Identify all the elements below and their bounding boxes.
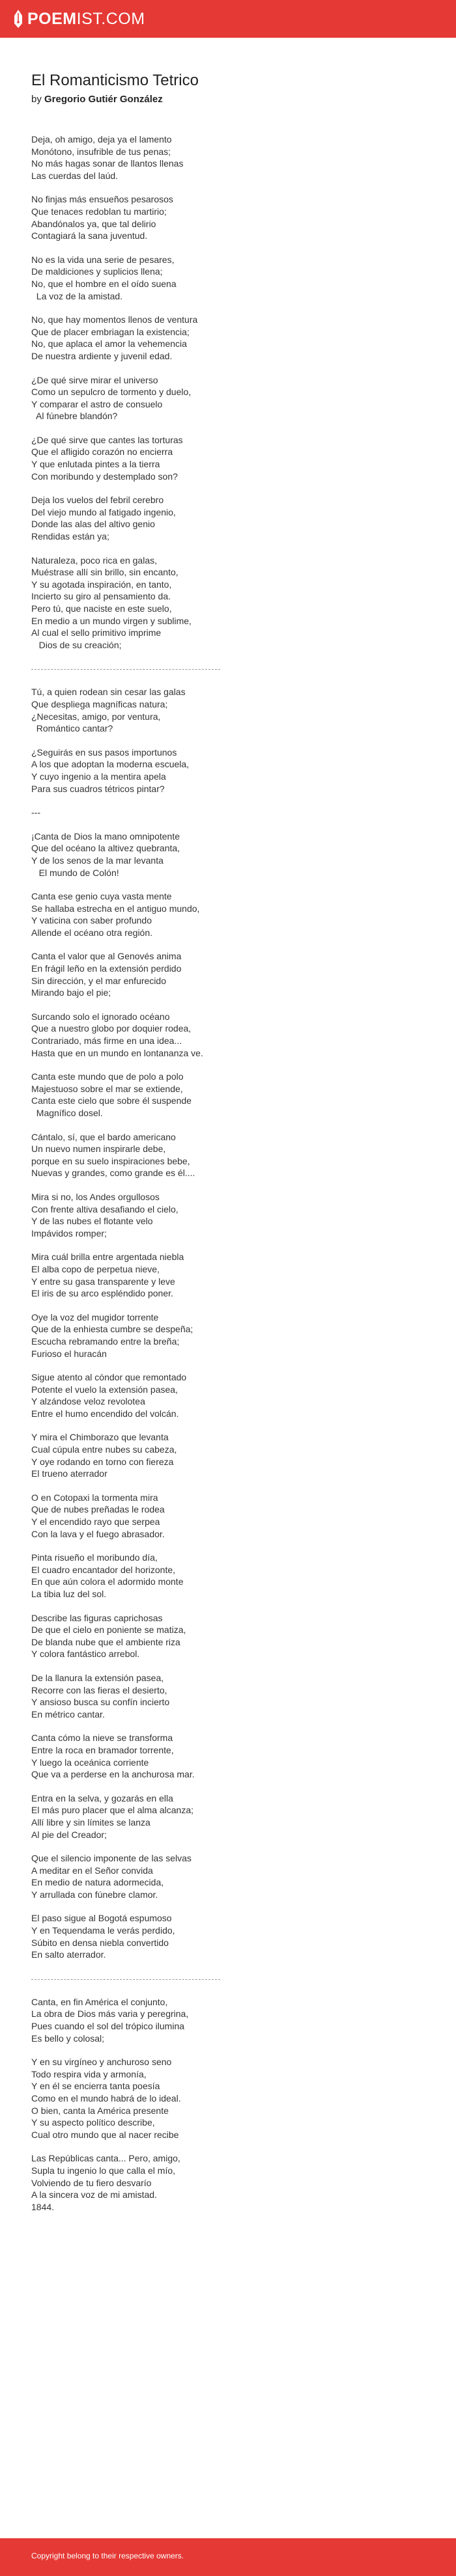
poem-line: Y su aspecto político describe, <box>31 2117 155 2128</box>
poem-line: Que va a perderse en la anchurosa mar. <box>31 1769 195 1780</box>
poem-line: En medio de natura adormecida, <box>31 1877 164 1888</box>
poem-line: Incierto su giro al pensamiento da. <box>31 591 171 602</box>
stanza <box>31 1912 422 1960</box>
poem-line: De nuestra ardiente y juvenil edad. <box>31 350 173 361</box>
poem-line: Nuevas y grandes, como grande es él.... <box>31 1168 195 1179</box>
stanza <box>31 950 422 998</box>
stanza <box>31 254 422 302</box>
poem-line: Mira si no, los Andes orgullosos <box>31 1191 160 1202</box>
poem-line: El más puro placer que el alma alcanza; <box>31 1805 194 1816</box>
poem-line: Y que enlutada pintes a la tierra <box>31 459 160 470</box>
poem-line: Contagiará la sana juventud. <box>31 230 148 241</box>
poem-line: Cántalo, sí, que el bardo americano <box>31 1131 176 1142</box>
poem-line: Y ansioso busca su confín incierto <box>31 1697 170 1708</box>
poem-line: Sin dirección, y el mar enfurecido <box>31 975 166 986</box>
poem-line: Y de los senos de la mar levanta <box>31 855 164 866</box>
poem-line: No más hagas sonar de llantos llenas <box>31 158 184 169</box>
poem-line: Que de la enhiesta cumbre se despeña; <box>31 1324 193 1335</box>
stanza <box>31 1131 422 1179</box>
poem-line: Tú, a quien rodean sin cesar las galas <box>31 687 186 698</box>
poem-line: Deja los vuelos del febril cerebro <box>31 495 164 506</box>
poem-line: --- <box>31 807 40 818</box>
poem-line: Describe las figuras caprichosas <box>31 1612 163 1623</box>
poem-line: En métrico cantar. <box>31 1708 105 1720</box>
poem-line: Que el silencio imponente de las selvas <box>31 1853 192 1864</box>
stanza <box>31 1371 422 1419</box>
poem-line: Rendidas están ya; <box>31 531 109 542</box>
poem-line: Naturaleza, poco rica en galas, <box>31 555 157 566</box>
poem-line: Mirando bajo el pie; <box>31 987 111 998</box>
poem-line: Con la lava y el fuego abrasador. <box>31 1528 165 1539</box>
poem-line: Que tenaces redoblan tu martirio; <box>31 206 167 217</box>
poem-line: Y arrullada con fúnebre clamor. <box>31 1889 158 1900</box>
stanza <box>31 1071 422 1119</box>
poem-line: Donde las alas del altivo genio <box>31 519 155 530</box>
poem-line: Que de placer embriagan la existencia; <box>31 326 190 337</box>
poem-line: Todo respira vida y armonía, <box>31 2068 147 2079</box>
stanza <box>31 193 422 241</box>
poem-line: Y vaticina con saber profundo <box>31 915 152 926</box>
poem-line: Al pie del Creador; <box>31 1829 107 1840</box>
poem-line: porque en su suelo inspiraciones bebe, <box>31 1155 190 1166</box>
author-link[interactable]: Gregorio Gutiér González <box>44 94 163 105</box>
stanza <box>31 434 422 482</box>
by-label: by <box>31 94 42 105</box>
poem-line: De maldiciones y suplicios llena; <box>31 266 163 277</box>
poem-line: Volviendo de tu fiero desvarío <box>31 2177 152 2188</box>
poem-line: Muéstrase allí sin brillo, sin encanto, <box>31 567 178 578</box>
stanza <box>31 686 422 734</box>
divider-line <box>31 669 220 670</box>
poem-line: Del viejo mundo al fatigado ingenio, <box>31 506 176 517</box>
poem-line: Magnífico dosel. <box>31 1108 103 1118</box>
poem-line: Con frente altiva desafiando el cielo, <box>31 1203 178 1214</box>
poem-line: Las cuerdas del laúd. <box>31 170 119 181</box>
poem-line: La voz de la amistad. <box>31 290 123 301</box>
stanza <box>31 1251 422 1299</box>
poem-line: Y en su virgíneo y anchuroso seno <box>31 2057 172 2068</box>
poem-line: Que despliega magníficas natura; <box>31 698 168 709</box>
poem-line: ¿De qué sirve mirar el universo <box>31 374 158 385</box>
poem-line: Como un sepulcro de tormento y duelo, <box>31 387 192 398</box>
poem-line: Pinta risueño el moribundo día, <box>31 1552 158 1563</box>
poem-line: En medio a un mundo virgen y sublime, <box>31 615 192 626</box>
stanza <box>31 747 422 795</box>
logo-text-bold: POEM <box>27 9 77 28</box>
pen-icon <box>13 9 23 29</box>
logo-text-light: IST.COM <box>76 9 145 28</box>
stanza <box>31 1311 422 1360</box>
stanza <box>31 2056 422 2141</box>
poem-line: Y en Tequendama le verás perdido, <box>31 1925 175 1936</box>
poem-line: Pero tú, que naciste en este suelo, <box>31 603 172 614</box>
poem-line: No es la vida una serie de pesares, <box>31 254 175 265</box>
poem-line: A meditar en el Señor convida <box>31 1865 153 1876</box>
poem-line: Surcando solo el ignorado océano <box>31 1011 170 1022</box>
stanza <box>31 555 422 651</box>
byline <box>31 94 163 105</box>
poem-line: Y cuyo ingenio a la mentira apela <box>31 771 166 782</box>
poem-line: Canta este mundo que de polo a polo <box>31 1071 184 1082</box>
poem-line: Se hallaba estrecha en el antiguo mundo, <box>31 903 200 914</box>
stanza <box>31 374 422 422</box>
poem-title: El Romanticismo Tetrico <box>31 72 199 89</box>
poem-line: El iris de su arco espléndido poner. <box>31 1288 173 1299</box>
poem-line: El mundo de Colón! <box>31 867 119 878</box>
stanza <box>31 1852 422 1900</box>
stanza <box>31 1996 422 2044</box>
poem-line: La tibia luz del sol. <box>31 1589 107 1599</box>
section-divider <box>31 1973 422 1984</box>
poem-line: Hasta que en un mundo en lontananza ve. <box>31 1047 203 1058</box>
poem-line: Que a nuestro globo por doquier rodea, <box>31 1023 192 1034</box>
poem-line: Es bello y colosal; <box>31 2033 105 2044</box>
poem-line: Y su agotada inspiración, en tanto, <box>31 579 172 590</box>
poem-line: Oye la voz del mugidor torrente <box>31 1311 159 1322</box>
poem-line: Allí libre y sin límites se lanza <box>31 1816 150 1828</box>
poem-line: En que aún colora el adormido monte <box>31 1576 184 1587</box>
poem-line: Un nuevo numen inspirarle debe, <box>31 1144 166 1155</box>
poem-line: De que el cielo en poniente se matiza, <box>31 1624 186 1636</box>
poem-line: El alba copo de perpetua nieve, <box>31 1263 160 1274</box>
stanza <box>31 1191 422 1239</box>
poem-line: Abandónalos ya, que tal delirio <box>31 218 156 229</box>
poem-line: La obra de Dios más varia y peregrina, <box>31 2008 189 2020</box>
poem-line: Entra en la selva, y gozarás en ella <box>31 1792 173 1803</box>
poem-line: Y mira el Chimborazo que levanta <box>31 1432 169 1443</box>
stanza <box>31 314 422 362</box>
stanza <box>31 2152 422 2213</box>
stanza <box>31 494 422 542</box>
poem-line: Canta el valor que al Genovés anima <box>31 951 182 962</box>
poem-line: O bien, canta la América presente <box>31 2105 169 2116</box>
poem-line: Sigue atento al cóndor que remontado <box>31 1372 187 1383</box>
poem-body <box>31 133 422 2225</box>
stanza <box>31 1732 422 1780</box>
poem-line: Canta, en fin América el conjunto, <box>31 1996 168 2007</box>
poem-line: Para sus cuadros tétricos pintar? <box>31 783 165 794</box>
poem-line: Y entre su gasa transparente y leve <box>31 1276 175 1287</box>
poem-line: Furioso el huracán <box>31 1348 107 1359</box>
poem-line: No finjas más ensueños pesarosos <box>31 194 173 205</box>
poem-line: ¿Seguirás en sus pasos importunos <box>31 747 177 758</box>
poem-line: O en Cotopaxi la tormenta mira <box>31 1492 158 1503</box>
poem-line: Que de nubes preñadas le rodea <box>31 1504 165 1515</box>
divider-line <box>31 1979 220 1980</box>
poem-line: Y alzándose veloz revolotea <box>31 1396 145 1407</box>
poem-line: Escucha rebramando entre la breña; <box>31 1336 180 1347</box>
poem-line: Mira cuál brilla entre argentada niebla <box>31 1252 184 1263</box>
stanza <box>31 1792 422 1841</box>
poem-line: El trueno aterrador <box>31 1468 107 1479</box>
poem-line: Canta este cielo que sobre él suspende <box>31 1095 192 1106</box>
poem-line: A los que adoptan la moderna escuela, <box>31 759 190 770</box>
poem-line: De blanda nube que el ambiente riza <box>31 1636 180 1647</box>
poem-line: Y comparar el astro de consuelo <box>31 398 163 409</box>
site-footer <box>0 2538 456 2576</box>
poem-line: Entre la roca en bramador torrente, <box>31 1744 174 1755</box>
poem-line: Y de las nubes el flotante velo <box>31 1216 153 1227</box>
poem-line: Dios de su creación; <box>31 639 122 650</box>
poem-line: Que el afligido corazón no encierra <box>31 446 173 458</box>
poem-line: Majestuoso sobre el mar se extiende, <box>31 1083 183 1094</box>
poem-line: Romántico cantar? <box>31 723 113 734</box>
stanza <box>31 1552 422 1600</box>
stanza <box>31 890 422 939</box>
stanza <box>31 1612 422 1660</box>
stanza <box>31 133 422 182</box>
stanza <box>31 1672 422 1720</box>
poem-line: Cual otro mundo que al nacer recibe <box>31 2129 179 2140</box>
stanza <box>31 1492 422 1540</box>
poem-line: Y colora fantástico arrebol. <box>31 1649 140 1660</box>
poem-line: Al fúnebre blandón? <box>31 411 118 422</box>
poem-line: Y luego la oceánica corriente <box>31 1757 149 1768</box>
poem-line: Al cual el sello primitivo imprime <box>31 627 162 638</box>
section-divider <box>31 663 422 674</box>
copyright-text: Copyright belong to their respective owners. <box>31 2551 184 2560</box>
poem-line: El paso sigue al Bogotá espumoso <box>31 1913 172 1924</box>
poem-line: Impávidos romper; <box>31 1227 107 1239</box>
poem-line: Deja, oh amigo, deja ya el lamento <box>31 134 172 144</box>
site-header <box>0 0 456 38</box>
poem-line: Súbito en densa niebla convertido <box>31 1937 169 1948</box>
poem-line: ¡Canta de Dios la mano omnipotente <box>31 830 180 842</box>
poem-line: Con moribundo y destemplado son? <box>31 471 178 482</box>
poem-line: Supla tu ingenio lo que calla el mío, <box>31 2165 176 2176</box>
poem-line: El cuadro encantador del horizonte, <box>31 1564 176 1575</box>
poem-line: A la sincera voz de mi amistad. <box>31 2189 157 2200</box>
poem-line: Contrariado, más firme en una idea... <box>31 1035 182 1047</box>
poem-line: Potente el vuelo la extensión pasea, <box>31 1384 178 1395</box>
poem-line: No, que aplaca el amor la vehemencia <box>31 338 187 349</box>
poem-line: En frágil leño en la extensión perdido <box>31 963 182 974</box>
poem-line: No, que el hombre en el oído suena <box>31 278 177 289</box>
poem-line: Y en él se encierra tanta poesía <box>31 2081 160 2092</box>
poem-line: Y oye rodando en torno con fiereza <box>31 1456 174 1467</box>
poem-line: Canta cómo la nieve se transforma <box>31 1733 173 1744</box>
poem-line: ¿De qué sirve que cantes las torturas <box>31 434 183 445</box>
stanza <box>31 1011 422 1059</box>
logo-text <box>27 10 145 29</box>
poem-line: Y el encendido rayo que serpea <box>31 1516 160 1528</box>
poem-line: Recorre con las fieras el desierto, <box>31 1684 167 1695</box>
poem-line: De la llanura la extensión pasea, <box>31 1672 164 1683</box>
poem-line: En salto aterrador. <box>31 1949 106 1960</box>
stanza <box>31 806 422 819</box>
poem-line: Monótono, insufrible de tus penas; <box>31 146 171 157</box>
site-logo[interactable] <box>13 9 145 29</box>
poem-line: Allende el océano otra región. <box>31 927 153 938</box>
poem-line: No, que hay momentos llenos de ventura <box>31 314 198 325</box>
poem-line: Que del océano la altivez quebranta, <box>31 843 180 854</box>
poem-line: Canta ese genio cuya vasta mente <box>31 891 172 902</box>
poem-line: ¿Necesitas, amigo, por ventura, <box>31 711 161 722</box>
poem-line: 1844. <box>31 2201 55 2212</box>
stanza <box>31 1431 422 1479</box>
poem-line: Entre el humo encendido del volcán. <box>31 1408 179 1419</box>
poem-line: Como en el mundo habrá de lo ideal. <box>31 2093 181 2103</box>
poem-line: Cual cúpula entre nubes su cabeza, <box>31 1444 177 1455</box>
poem-line: Pues cuando el sol del trópico ilumina <box>31 2021 185 2032</box>
stanza <box>31 830 422 879</box>
poem-line: Las Repúblicas canta... Pero, amigo, <box>31 2153 180 2164</box>
